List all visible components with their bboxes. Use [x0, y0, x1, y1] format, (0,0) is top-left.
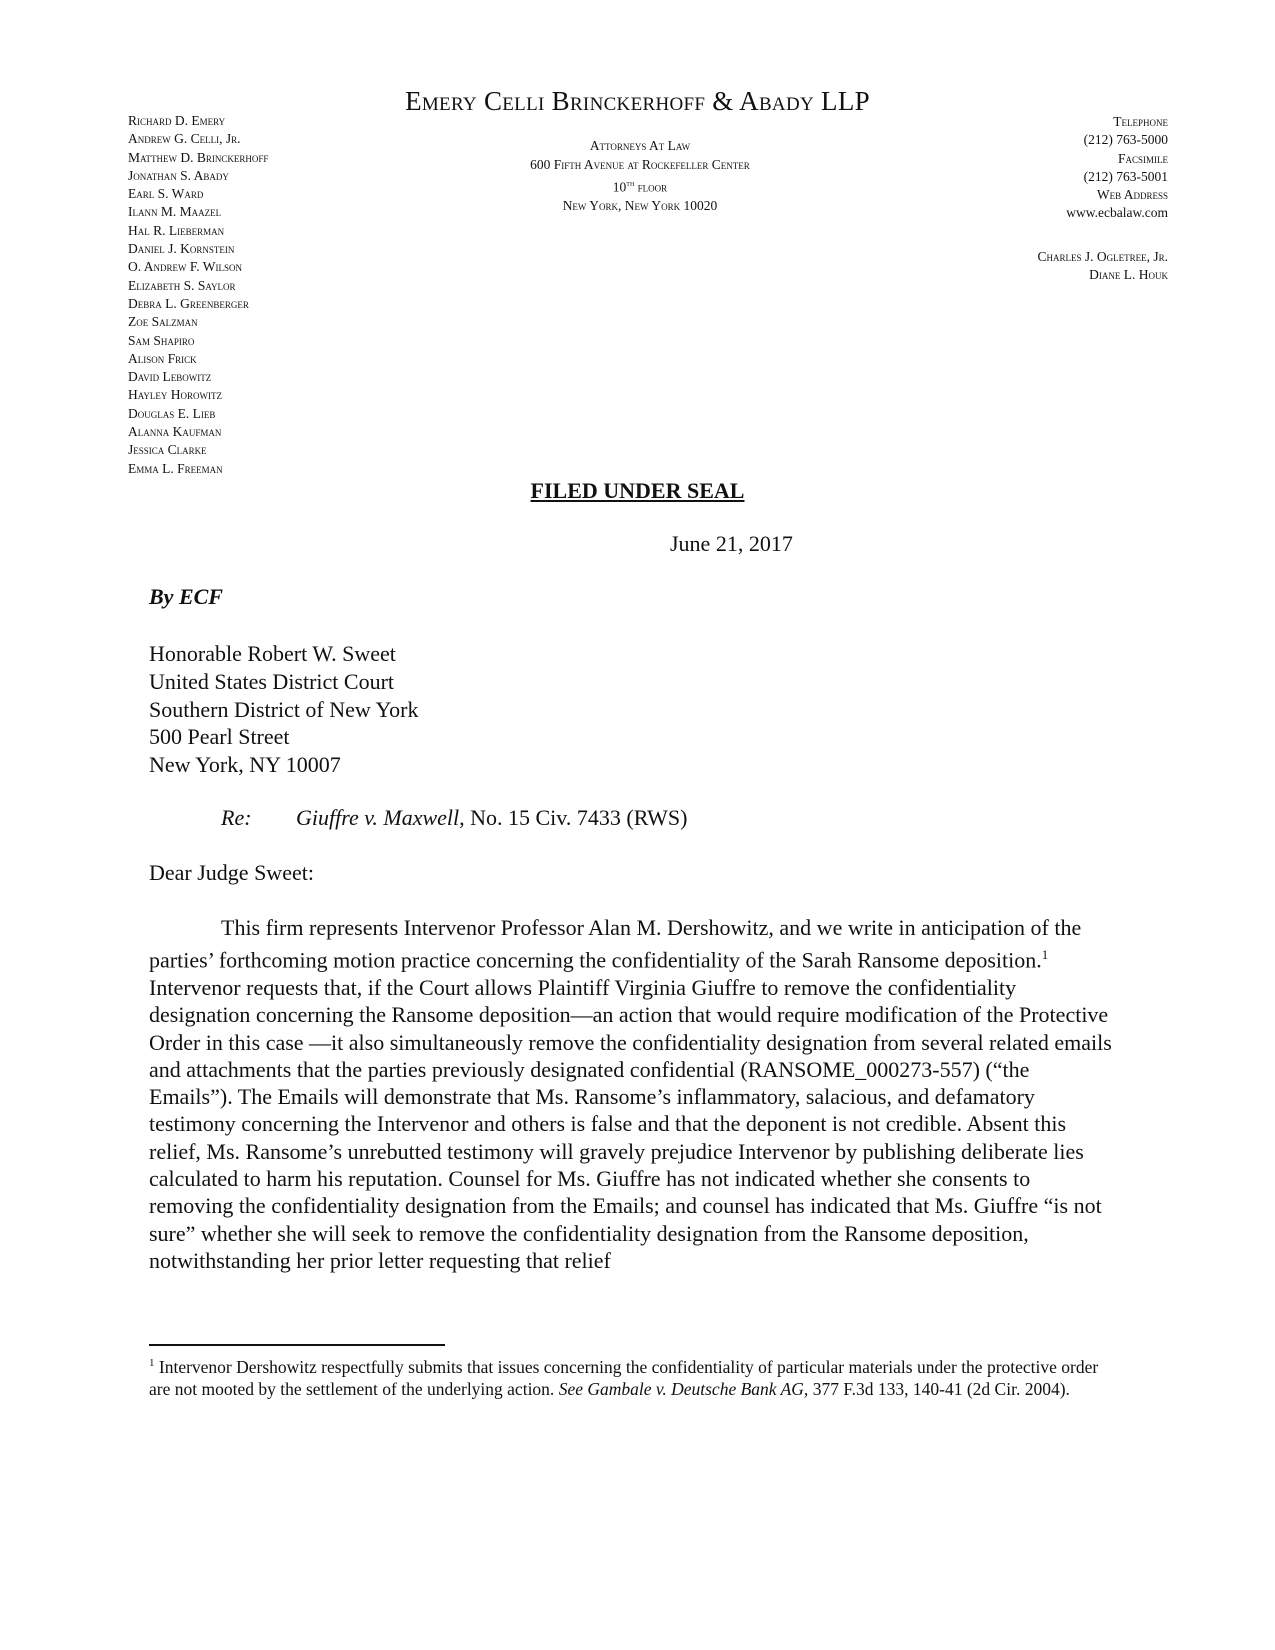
web-address-label: Web Address	[1096, 187, 1168, 203]
letter-body	[149, 914, 1114, 1274]
recipient-line: 500 Pearl Street	[149, 724, 290, 750]
partner-name: Hayley Horowitz	[128, 387, 223, 403]
floor-suffix: th	[626, 178, 635, 188]
recipient-line: Southern District of New York	[149, 696, 419, 722]
partner-name: Zoe Salzman	[128, 314, 198, 330]
partner-name: Debra L. Greenberger	[128, 295, 249, 311]
partner-name: Ilann M. Maazel	[128, 204, 222, 220]
letter-date: June 21, 2017	[670, 531, 793, 556]
partner-name: Emma L. Freeman	[128, 460, 223, 476]
partner-name: Earl S. Ward	[128, 186, 204, 202]
footnote-text: Intervenor Dershowitz respectfully submits that issues concerning the confidentiality of particular materials under the protective order are not mooted by the settlement of the underlying action.	[149, 1356, 1099, 1400]
salutation: Dear Judge Sweet:	[149, 860, 314, 885]
facsimile-label: Facsimile	[1117, 150, 1168, 166]
partner-name: David Lebowitz	[128, 369, 212, 385]
partner-name: Alanna Kaufman	[128, 424, 222, 440]
footnote-citation: See Gambale v. Deutsche Bank AG,	[558, 1379, 809, 1400]
partner-name: Matthew D. Brinckerhoff	[128, 149, 269, 165]
re-label: Re:	[221, 805, 252, 830]
partner-name: Daniel J. Kornstein	[128, 241, 235, 257]
floor-number: 10	[612, 179, 627, 195]
partner-name: Alison Frick	[128, 350, 197, 366]
partner-name: Hal R. Lieberman	[128, 222, 225, 238]
of-counsel-name: Charles J. Ogletree, Jr.	[1037, 248, 1168, 264]
address-tagline: Attorneys At Law	[589, 138, 691, 153]
footnote-number: 1	[149, 1357, 155, 1369]
partner-name: Jessica Clarke	[128, 442, 207, 458]
delivery-method: By ECF	[149, 584, 223, 609]
of-counsel-name: Diane L. Houk	[1089, 267, 1168, 283]
partner-name: Elizabeth S. Saylor	[128, 277, 236, 293]
firm-name: Emery Celli Brinckerhoff & Abady LLP	[405, 86, 870, 116]
footnote-divider	[149, 1344, 445, 1346]
recipient-line: Honorable Robert W. Sweet	[149, 641, 396, 666]
case-number: No. 15 Civ. 7433 (RWS)	[464, 805, 688, 830]
body-text: This firm represents Intervenor Professor Alan M. Dershowitz, and we write in anticipation of the parties’ forthcoming motion practice concerning the confidentiality of the Sarah Ransome deposition.	[149, 915, 1082, 973]
footnote-reference: 1	[1041, 947, 1049, 963]
web-address: www.ecbalaw.com	[1066, 205, 1168, 221]
body-text: Intervenor requests that, if the Court allows Plaintiff Virginia Giuffre to remove the confidentiality designation concerning the Ransome deposition—an action that would require modification of the Protective Order in this case —it also simultaneously remove the confidentiality designation from several related emails and attachments that the parties previously designated confidential (RANSOME_000273-557) (“the Emails”). The Emails will demonstrate that Ms. Ransome’s inflammatory, salacious, and defamatory testimony concerning the Intervenor and others is false and that the deponent is not credible. Absent this relief, Ms. Ransome’s unrebutted testimony will gravely prejudice Intervenor by publishing deliberate lies calculated to harm his reputation. Counsel for Ms. Giuffre has not indicated whether she consents to removing the confidentiality designation from the Emails; and counsel has indicated that Ms. Giuffre “is not sure” whether she will seek to remove the confidentiality designation from the Ransome deposition, notwithstanding her prior letter requesting that relief	[149, 974, 1112, 1273]
address-street: 600 Fifth Avenue at Rockefeller Center	[530, 156, 750, 172]
address-city: New York, New York 10020	[562, 198, 718, 213]
partner-name: Sam Shapiro	[128, 332, 195, 348]
case-name: Giuffre v. Maxwell,	[296, 805, 465, 830]
floor-word: floor	[637, 179, 668, 195]
facsimile-number: (212) 763-5001	[1083, 168, 1168, 184]
filed-under-seal-notice: FILED UNDER SEAL	[530, 478, 745, 503]
telephone-number: (212) 763-5000	[1083, 132, 1168, 148]
address-floor	[400, 174, 880, 197]
footnote-citation-rest: 377 F.3d 133, 140-41 (2d Cir. 2004).	[808, 1379, 1070, 1400]
partner-list	[128, 112, 268, 478]
partner-name: O. Andrew F. Wilson	[128, 259, 243, 275]
partner-name: Richard D. Emery	[128, 113, 226, 128]
recipient-line: New York, NY 10007	[149, 752, 341, 778]
partner-name: Jonathan S. Abady	[128, 167, 229, 183]
body-paragraph	[149, 914, 1114, 1274]
telephone-label: Telephone	[1113, 114, 1168, 129]
firm-address	[400, 137, 880, 216]
footnote	[149, 1352, 1114, 1401]
recipient-line: United States District Court	[149, 668, 395, 694]
firm-contact	[1037, 113, 1168, 284]
partner-name: Douglas E. Lieb	[128, 405, 216, 421]
partner-name: Andrew G. Celli, Jr.	[128, 131, 241, 147]
recipient-address	[149, 640, 419, 779]
re-line	[221, 805, 687, 831]
